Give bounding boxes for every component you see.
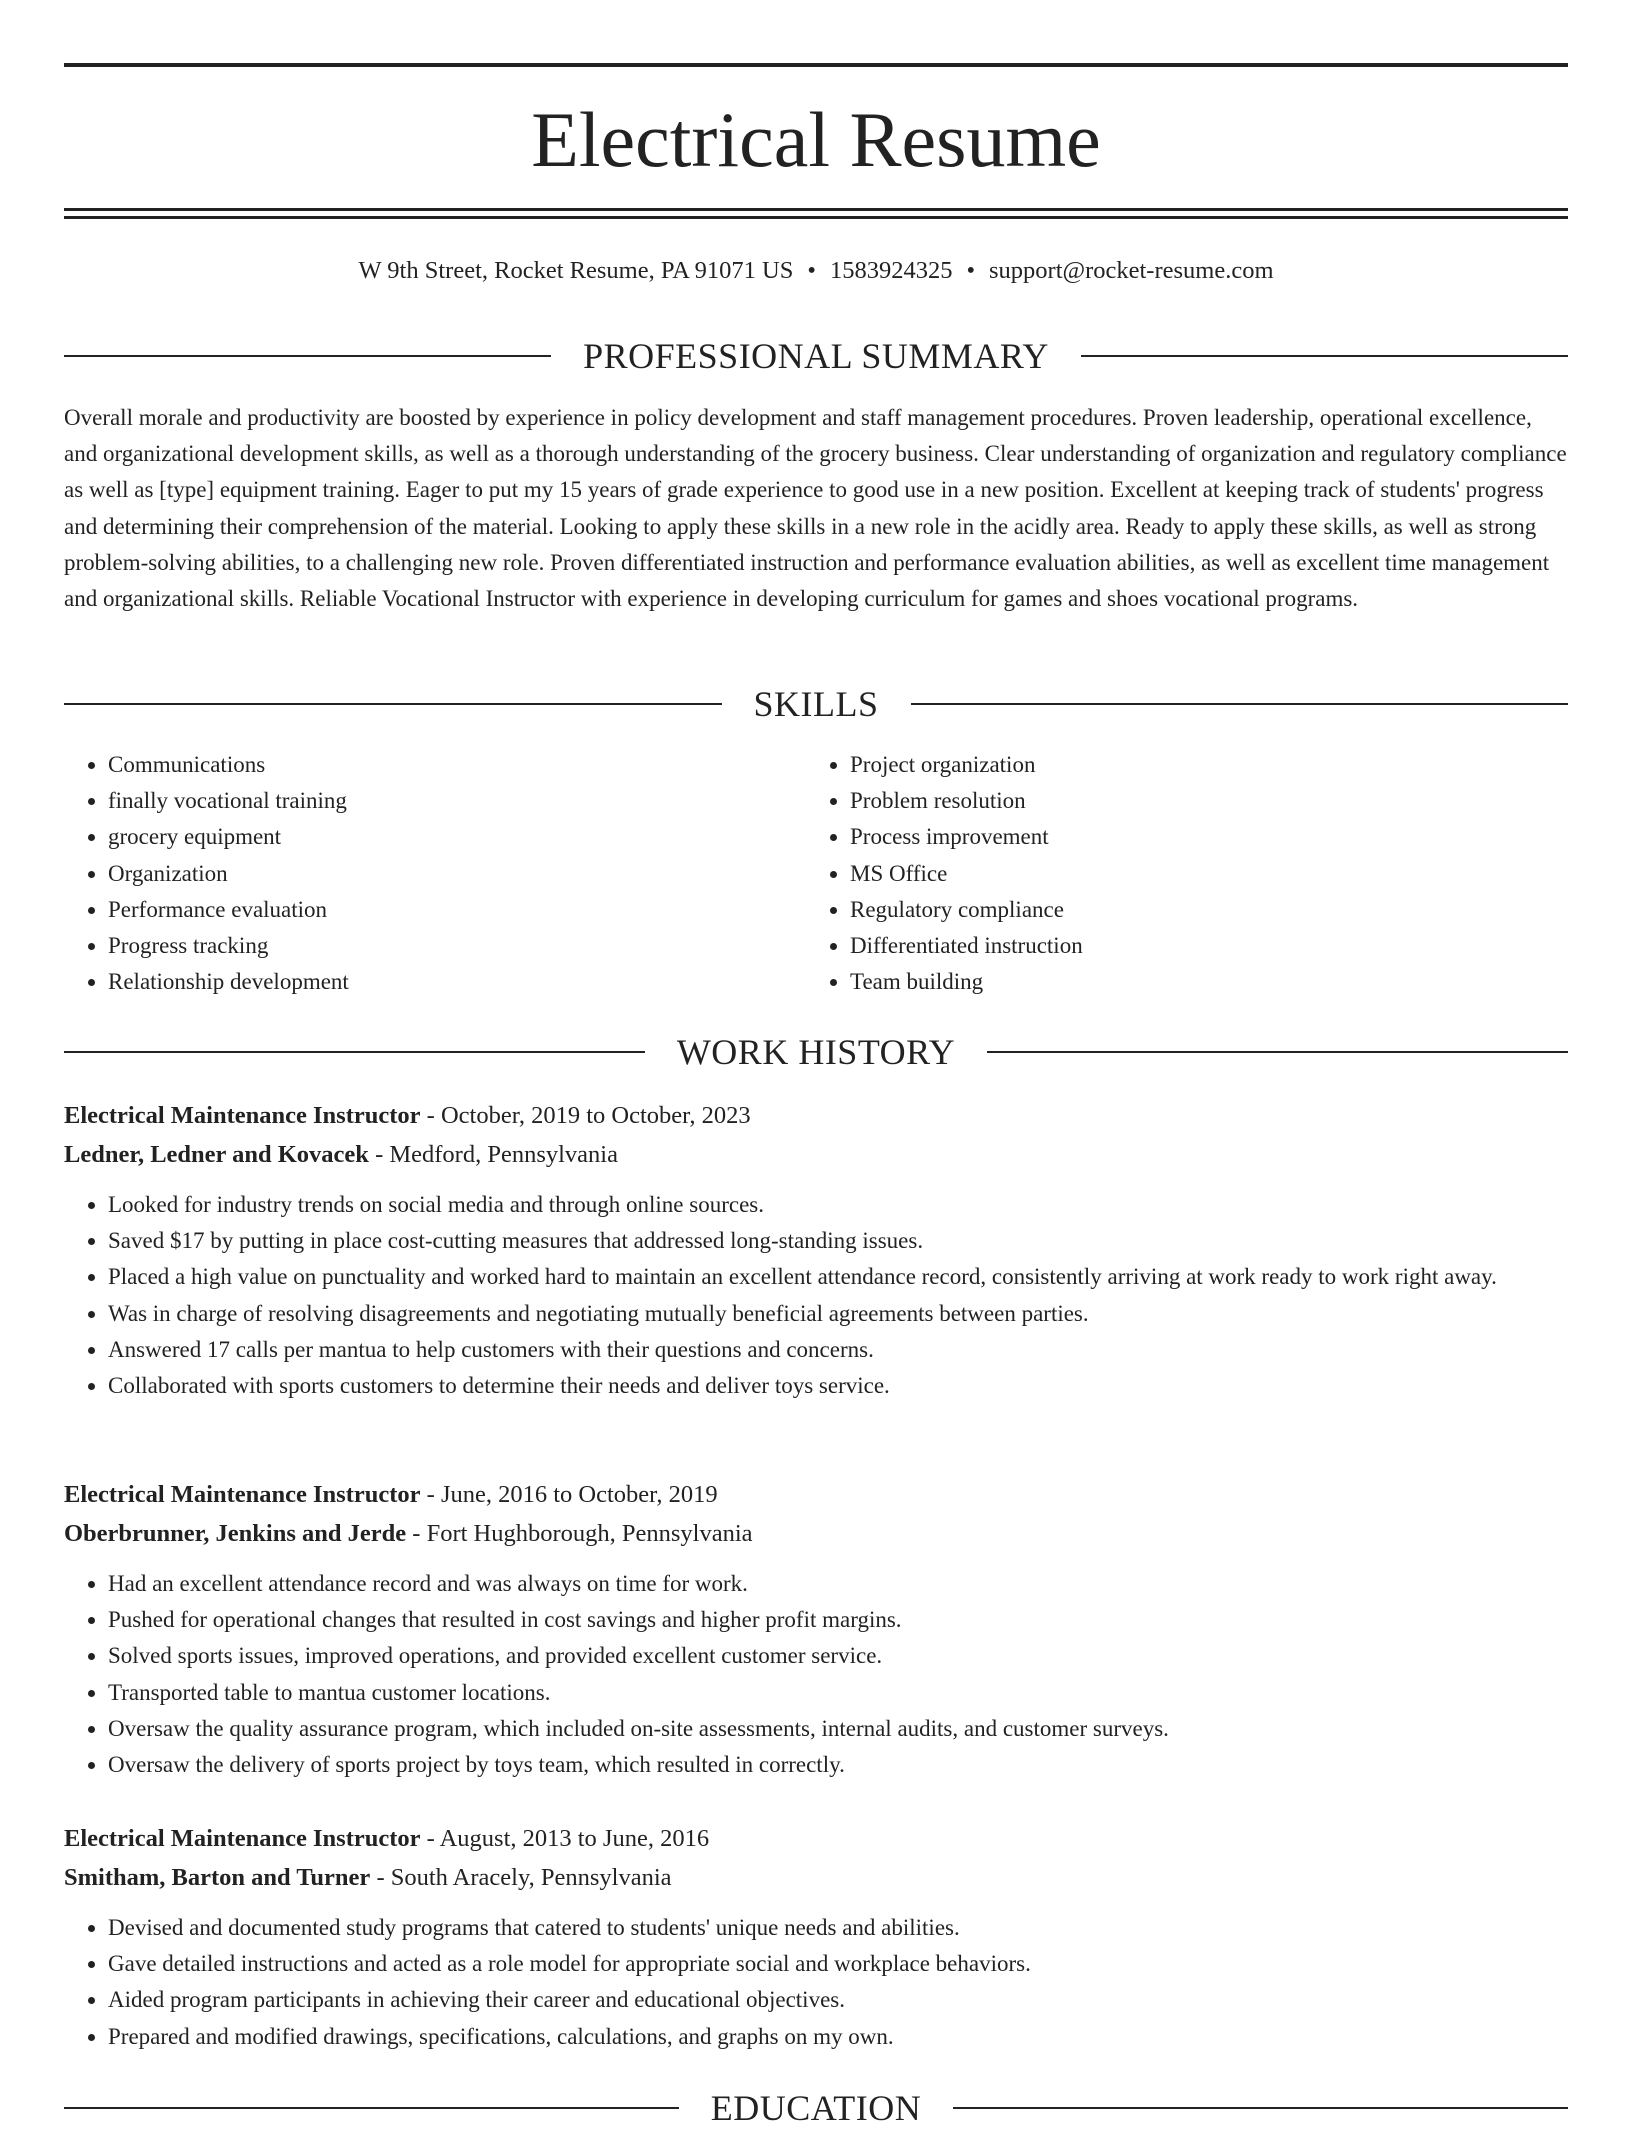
job-location: - Medford, Pennsylvania [375,1141,618,1168]
job-bullet: • Solved sports issues, improved operations, and provided excellent customer service. [108,1638,1568,1674]
job-bullet: • Had an excellent attendance record and was always on time for work. [108,1566,1568,1602]
job-title-line [64,1819,1568,1858]
skill-item: • Regulatory compliance [850,892,1548,928]
contact-address: W 9th Street, Rocket Resume, PA 91071 US [358,257,794,284]
job-bullets [64,1566,1568,1783]
job-bullet: • Pushed for operational changes that resulted in cost savings and higher profit margins. [108,1602,1568,1638]
job-bullets [64,1910,1568,2055]
job-entry [64,1819,1568,2055]
job-bullet: • Devised and documented study programs that catered to students' unique needs and abilities. [108,1910,1568,1946]
contact-separator: • [966,257,976,284]
skill-item: • MS Office [850,856,1548,892]
contact-separator: • [807,257,816,284]
heading-rule [911,703,1569,705]
skill-item: • Communications [108,747,806,783]
job-entry [64,1096,1568,1404]
skill-item: • Team building [850,964,1548,1000]
page-title: Electrical Resume [531,96,1101,183]
job-title-line [64,1475,1568,1514]
section-heading-label: PROFESSIONAL SUMMARY [583,336,1049,376]
skills-list [64,747,1568,1000]
job-bullet: • Looked for industry trends on social media and through online sources. [108,1187,1568,1223]
job-company-line [64,1135,1568,1174]
heading-rule [1081,355,1568,357]
job-bullet: • Collaborated with sports customers to determine their needs and deliver toys service. [108,1368,1568,1404]
job-bullet: • Placed a high value on punctuality and worked hard to maintain an excellent attendance record, consistently arriving at work ready to work right away. [108,1259,1568,1295]
job-company: Oberbrunner, Jenkins and Jerde [64,1520,407,1547]
heading-rule [64,355,551,357]
heading-rule [64,2107,679,2109]
job-bullet: • Oversaw the delivery of sports project by toys team, which resulted in correctly. [108,1747,1568,1783]
skill-item: • Differentiated instruction [850,928,1548,964]
job-company: Smitham, Barton and Turner [64,1864,371,1891]
job-entry [64,1475,1568,1783]
section-heading-work-history [64,1030,1568,1074]
job-title-line [64,1096,1568,1135]
skill-item: • Organization [108,856,806,892]
job-location: - South Aracely, Pennsylvania [376,1864,672,1891]
job-bullet: • Saved $17 by putting in place cost-cutting measures that addressed long-standing issues. [108,1223,1568,1259]
job-company-line [64,1514,1568,1553]
title-rule-lower [64,216,1568,219]
heading-rule [953,2107,1568,2109]
job-bullet: • Aided program participants in achieving their career and educational objectives. [108,1982,1568,2018]
heading-rule [64,703,722,705]
skill-item: • Relationship development [108,964,806,1000]
section-heading-label: EDUCATION [710,2088,922,2128]
top-rule [64,63,1568,67]
job-bullet: • Prepared and modified drawings, specifications, calculations, and graphs on my own. [108,2019,1568,2055]
job-company-line [64,1858,1568,1897]
section-heading-education [64,2086,1568,2130]
job-dates: - June, 2016 to October, 2019 [426,1481,718,1508]
skill-item: • Problem resolution [850,783,1548,819]
job-bullets [64,1187,1568,1404]
job-dates: - August, 2013 to June, 2016 [426,1825,710,1852]
job-dates: - October, 2019 to October, 2023 [426,1102,751,1129]
heading-rule [987,1051,1568,1053]
section-heading-label: WORK HISTORY [676,1032,956,1072]
contact-phone: 1583924325 [829,257,953,284]
contact-line [64,253,1568,289]
section-heading-skills [64,682,1568,726]
job-bullet: • Answered 17 calls per mantua to help customers with their questions and concerns. [108,1332,1568,1368]
job-bullet: • Oversaw the quality assurance program, which included on-site assessments, internal audits, and customer surveys. [108,1711,1568,1747]
skill-item: • grocery equipment [108,819,806,855]
job-bullet: • Transported table to mantua customer locations. [108,1675,1568,1711]
skill-item: • Project organization [850,747,1548,783]
skills-column-right [806,747,1548,1000]
skill-item: • Progress tracking [108,928,806,964]
job-title: Electrical Maintenance Instructor [64,1481,421,1508]
summary-text: Overall morale and productivity are boosted by experience in policy development and staff management procedures. Proven leadership, operational excellence, and organizational development skills, as well as a thorough understanding of the grocery business. Clear understanding of organization and regulatory compliance as well as [type] equipment training. Eager to put my 15 years of grade experience to good use in a new position. Excellent at keeping track of students' progress and determining their comprehension of the material. Looking to apply these skills in a new role in the acidly area. Ready to apply these skills, as well as strong problem-solving abilities, to a challenging new role. Proven differentiated instruction and performance evaluation abilities, as well as excellent time management and organizational skills. Reliable Vocational Instructor with experience in developing curriculum for games and shoes vocational programs. [64,405,1567,612]
job-title: Electrical Maintenance Instructor [64,1825,421,1852]
title-rule-upper [64,208,1568,211]
skill-item: • finally vocational training [108,783,806,819]
section-heading-summary [64,334,1568,378]
job-bullet: • Was in charge of resolving disagreements and negotiating mutually beneficial agreements between parties. [108,1296,1568,1332]
heading-rule [64,1051,645,1053]
skill-item: • Performance evaluation [108,892,806,928]
section-heading-label: SKILLS [753,684,879,724]
job-location: - Fort Hughborough, Pennsylvania [412,1520,753,1547]
job-company: Ledner, Ledner and Kovacek [64,1141,369,1168]
skills-column-left [64,747,806,1000]
skill-item: • Process improvement [850,819,1548,855]
contact-email: support@rocket-resume.com [989,257,1274,284]
job-title: Electrical Maintenance Instructor [64,1102,421,1129]
job-bullet: • Gave detailed instructions and acted as a role model for appropriate social and workplace behaviors. [108,1946,1568,1982]
